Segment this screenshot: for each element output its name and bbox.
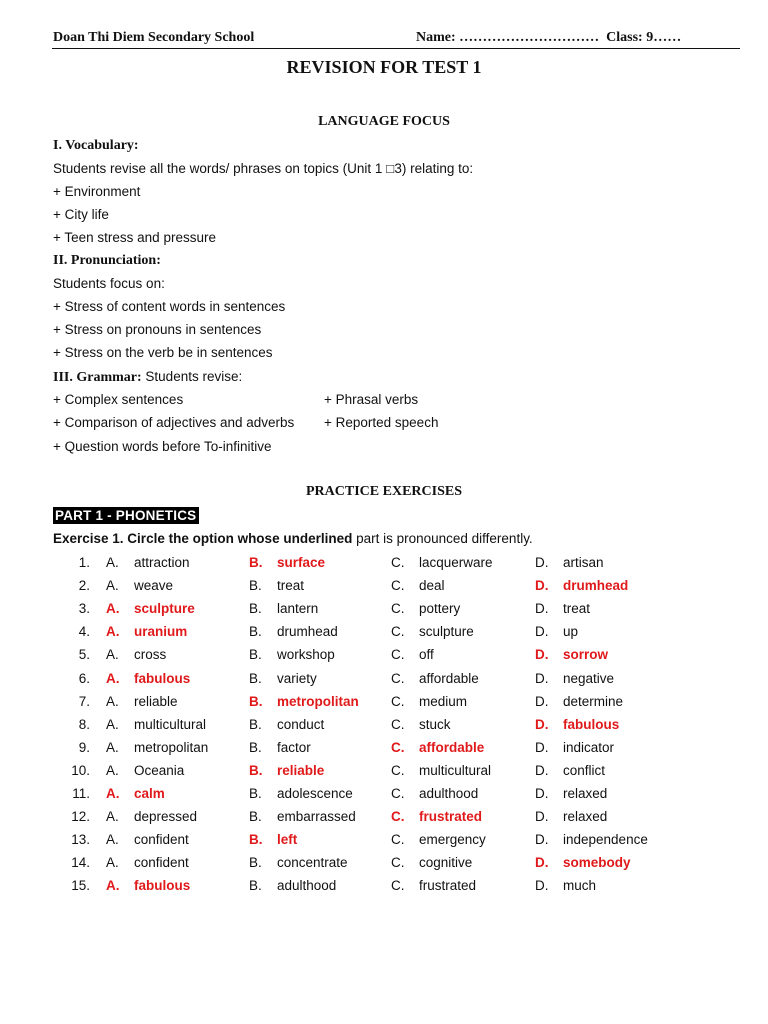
answer-option-word[interactable]: somebody (563, 855, 631, 871)
question-number: 4. (78, 624, 90, 640)
exercise-row (0, 694, 768, 716)
option-word[interactable]: workshop (277, 647, 335, 663)
grammar-item: + Comparison of adjectives and adverbs (53, 415, 295, 430)
exercise-row (0, 878, 768, 900)
option-word[interactable]: treat (277, 578, 305, 594)
option-letter[interactable]: A. (106, 809, 119, 825)
option-letter[interactable]: B. (249, 739, 262, 755)
option-word[interactable]: off (419, 647, 434, 663)
option-word[interactable]: concentrate (277, 855, 348, 871)
option-word[interactable]: Oceania (134, 762, 185, 778)
vocabulary-item: + Environment (53, 184, 141, 199)
option-word[interactable]: frustrated (419, 878, 477, 894)
option-letter[interactable]: A. (106, 693, 119, 709)
option-letter[interactable]: D. (535, 670, 549, 686)
pronunciation-intro: Students focus on: (53, 276, 165, 291)
option-letter[interactable]: C. (391, 716, 405, 732)
option-word[interactable]: adolescence (277, 786, 353, 801)
question-number: 7. (78, 693, 90, 709)
option-letter[interactable]: C. (391, 739, 405, 755)
option-letter[interactable]: C. (391, 855, 405, 871)
option-word[interactable]: affordable (419, 670, 479, 686)
option-letter[interactable]: C. (391, 762, 405, 778)
vocabulary-heading: I. Vocabulary: (53, 138, 139, 153)
option-word[interactable]: independence (563, 832, 648, 848)
question-number: 14. (71, 855, 90, 871)
answer-option-word[interactable]: sculpture (134, 601, 195, 617)
option-word[interactable]: confident (134, 855, 189, 871)
option-letter[interactable]: A. (106, 716, 119, 732)
answer-option-word[interactable]: left (277, 832, 298, 848)
part-label: PART 1 - PHONETICS (53, 507, 199, 524)
option-word[interactable]: up (563, 624, 579, 640)
option-letter[interactable]: D. (535, 647, 549, 663)
option-letter[interactable]: A. (106, 555, 119, 570)
grammar-heading: III. Grammar: (53, 370, 142, 385)
option-letter[interactable]: D. (535, 578, 549, 594)
option-word[interactable]: factor (277, 739, 311, 755)
exercise-row (0, 601, 768, 623)
option-word[interactable]: much (563, 878, 597, 894)
exercise-instruction-rest: part is pronounced differently. (352, 531, 533, 546)
option-word[interactable]: adulthood (419, 786, 479, 801)
option-letter[interactable]: B. (249, 762, 263, 778)
option-letter[interactable]: D. (535, 693, 549, 709)
option-word[interactable]: determine (563, 693, 624, 709)
exercise-instruction (53, 531, 533, 546)
exercise-row (0, 578, 768, 600)
question-number: 6. (78, 670, 90, 686)
vocabulary-item: + City life (53, 207, 109, 222)
option-word[interactable]: weave (134, 578, 174, 594)
option-word[interactable]: drumhead (277, 624, 338, 640)
option-letter[interactable]: B. (249, 855, 262, 871)
exercise-row (0, 786, 768, 808)
option-letter[interactable]: B. (249, 624, 262, 640)
option-letter[interactable]: C. (391, 693, 405, 709)
option-word[interactable]: cognitive (419, 855, 473, 871)
grammar-intro: Students revise: (145, 369, 243, 384)
option-letter[interactable]: C. (391, 809, 405, 825)
option-letter[interactable]: C. (391, 601, 405, 617)
option-letter[interactable]: D. (535, 786, 549, 801)
option-letter[interactable]: D. (535, 716, 549, 732)
option-letter[interactable]: C. (391, 878, 405, 894)
grammar-item: + Phrasal verbs (324, 392, 419, 407)
pronunciation-item: + Stress on the verb be in sentences (53, 345, 273, 360)
option-letter[interactable]: D. (535, 809, 549, 825)
option-letter[interactable]: A. (106, 832, 119, 848)
option-letter[interactable]: C. (391, 832, 405, 848)
question-number: 8. (78, 716, 90, 732)
answer-option-word[interactable]: fabulous (134, 670, 191, 686)
option-letter[interactable]: C. (391, 624, 405, 640)
option-word[interactable]: metropolitan (134, 739, 209, 755)
option-letter[interactable]: B. (249, 809, 262, 825)
question-number: 5. (78, 647, 90, 663)
grammar-line (53, 369, 242, 386)
option-letter[interactable]: B. (249, 578, 262, 594)
option-letter[interactable]: D. (535, 878, 549, 894)
practice-heading: PRACTICE EXERCISES (306, 484, 462, 499)
option-word[interactable]: lantern (277, 601, 319, 617)
option-letter[interactable]: B. (249, 647, 262, 663)
option-letter[interactable]: D. (535, 832, 549, 848)
option-letter[interactable]: D. (535, 739, 549, 755)
option-word[interactable]: indicator (563, 739, 615, 755)
option-letter[interactable]: D. (535, 555, 549, 570)
vocabulary-intro: Students revise all the words/ phrases on topics (Unit 1 □3) relating to: (53, 161, 474, 176)
option-letter[interactable]: D. (535, 762, 549, 778)
language-focus-heading: LANGUAGE FOCUS (318, 114, 450, 129)
option-letter[interactable]: D. (535, 601, 549, 617)
question-number: 1. (78, 555, 90, 570)
option-letter[interactable]: A. (106, 739, 119, 755)
pronunciation-item: + Stress on pronouns in sentences (53, 322, 262, 337)
option-letter[interactable]: C. (391, 786, 405, 801)
option-letter[interactable]: B. (249, 601, 262, 617)
option-letter[interactable]: B. (249, 832, 263, 848)
exercise-row (0, 832, 768, 854)
header-divider (52, 48, 740, 49)
answer-option-word[interactable]: frustrated (419, 809, 483, 825)
question-number: 3. (78, 601, 90, 617)
vocabulary-item: + Teen stress and pressure (53, 230, 216, 245)
exercise-row (0, 809, 768, 831)
question-number: 2. (78, 578, 90, 594)
exercise-row (0, 740, 768, 762)
name-class-field: Name: ………………………… Class: 9…… (416, 30, 682, 45)
answer-option-word[interactable]: drumhead (563, 578, 629, 594)
option-word[interactable]: cross (134, 647, 167, 663)
grammar-item: + Reported speech (324, 415, 439, 430)
option-letter[interactable]: D. (535, 855, 549, 871)
option-word[interactable]: adulthood (277, 878, 337, 894)
option-letter[interactable]: B. (249, 716, 262, 732)
exercise-row (0, 717, 768, 739)
answer-option-word[interactable]: uranium (134, 624, 188, 640)
answer-option-word[interactable]: reliable (277, 762, 325, 778)
answer-option-word[interactable]: surface (277, 555, 326, 570)
answer-option-word[interactable]: fabulous (563, 716, 620, 732)
answer-option-word[interactable]: sorrow (563, 647, 609, 663)
question-number: 10. (71, 762, 90, 778)
option-word[interactable]: conduct (277, 716, 325, 732)
option-word[interactable]: deal (419, 578, 445, 594)
option-letter[interactable]: B. (249, 786, 262, 801)
option-letter[interactable]: C. (391, 670, 405, 686)
option-letter[interactable]: A. (106, 855, 119, 871)
option-letter[interactable]: A. (106, 578, 119, 594)
option-word[interactable]: treat (563, 601, 591, 617)
option-word[interactable]: reliable (134, 693, 178, 709)
option-word[interactable]: pottery (419, 601, 461, 617)
question-number: 15. (71, 878, 90, 894)
question-number: 9. (78, 739, 90, 755)
option-word[interactable]: attraction (134, 555, 190, 570)
option-letter[interactable]: B. (249, 670, 262, 686)
answer-option-word[interactable]: calm (134, 786, 165, 801)
option-word[interactable]: lacquerware (419, 555, 493, 570)
exercise-row (0, 763, 768, 785)
pronunciation-heading: II. Pronunciation: (53, 253, 161, 268)
option-letter[interactable]: A. (106, 786, 120, 801)
option-word[interactable]: emergency (419, 832, 486, 848)
exercise-row (0, 671, 768, 693)
exercise-row (0, 624, 768, 646)
option-word[interactable]: variety (277, 670, 317, 686)
answer-option-word[interactable]: fabulous (134, 878, 191, 894)
grammar-item: + Complex sentences (53, 392, 184, 407)
option-word[interactable]: stuck (419, 716, 451, 732)
option-letter[interactable]: D. (535, 624, 549, 640)
option-word[interactable]: sculpture (419, 624, 474, 640)
option-word[interactable]: multicultural (419, 762, 492, 778)
option-letter[interactable]: A. (106, 670, 120, 686)
option-letter[interactable]: C. (391, 647, 405, 663)
option-word[interactable]: negative (563, 670, 615, 686)
pronunciation-item: + Stress of content words in sentences (53, 299, 286, 314)
option-word[interactable]: depressed (134, 809, 198, 825)
option-letter[interactable]: A. (106, 647, 119, 663)
option-letter[interactable]: A. (106, 878, 120, 894)
option-letter[interactable]: C. (391, 578, 405, 594)
option-letter[interactable]: A. (106, 762, 119, 778)
option-letter[interactable]: B. (249, 878, 262, 894)
answer-option-word[interactable]: affordable (419, 739, 485, 755)
option-word[interactable]: embarrassed (277, 809, 356, 825)
grammar-item: + Question words before To-infinitive (53, 439, 272, 454)
option-letter[interactable]: A. (106, 624, 120, 640)
exercise-row (0, 855, 768, 877)
option-letter[interactable]: B. (249, 555, 263, 570)
question-number: 12. (71, 809, 90, 825)
question-number: 13. (71, 832, 90, 848)
answer-option-word[interactable]: metropolitan (277, 693, 359, 709)
option-word[interactable]: medium (419, 693, 468, 709)
page-title: REVISION FOR TEST 1 (286, 57, 482, 77)
option-letter[interactable]: B. (249, 693, 263, 709)
exercise-row (0, 555, 768, 577)
option-word[interactable]: artisan (563, 555, 604, 570)
question-number: 11. (72, 786, 90, 801)
exercise-row (0, 647, 768, 669)
school-name: Doan Thi Diem Secondary School (53, 30, 255, 45)
exercise-instruction-bold: Exercise 1. Circle the option whose underlined (53, 531, 353, 546)
option-letter[interactable]: C. (391, 555, 405, 570)
option-word[interactable]: confident (134, 832, 189, 848)
option-word[interactable]: relaxed (563, 786, 608, 801)
option-word[interactable]: conflict (563, 762, 606, 778)
option-letter[interactable]: A. (106, 601, 120, 617)
option-word[interactable]: multicultural (134, 716, 207, 732)
option-word[interactable]: relaxed (563, 809, 608, 825)
